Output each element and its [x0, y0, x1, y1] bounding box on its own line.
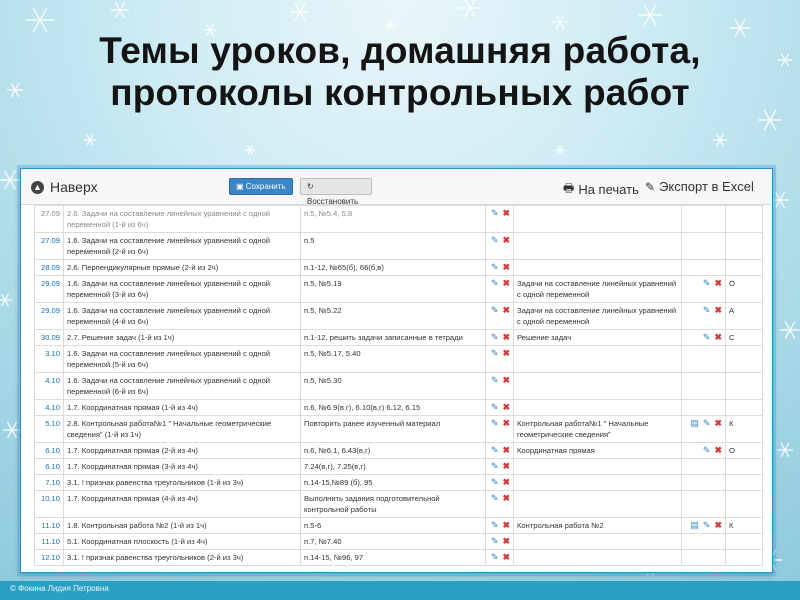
control-actions: [682, 303, 726, 330]
pencil-icon[interactable]: ✎: [702, 278, 711, 288]
table-row: [35, 459, 763, 475]
work-type-mark: [726, 459, 763, 475]
homework-actions: [486, 346, 514, 373]
table-row: [35, 475, 763, 491]
pencil-icon[interactable]: ✎: [491, 493, 499, 503]
control-protocol: [514, 491, 682, 518]
homework: п.5, №5.22: [301, 303, 486, 330]
work-type-mark: [726, 400, 763, 416]
work-type-mark: О: [726, 276, 763, 303]
pencil-icon[interactable]: ✎: [491, 461, 499, 471]
excel-label: Экспорт в Excel: [659, 179, 754, 194]
snowflake: [84, 135, 96, 145]
document-icon[interactable]: ▤: [690, 418, 699, 428]
homework: п.1-12, решить задачи записанные в тетради: [301, 330, 486, 346]
close-icon[interactable]: ✖: [502, 305, 511, 315]
control-actions: [682, 491, 726, 518]
slide-title: [0, 30, 800, 114]
table-row: [35, 400, 763, 416]
pencil-icon[interactable]: ✎: [491, 305, 499, 315]
control-protocol: [514, 373, 682, 400]
control-actions: [682, 233, 726, 260]
work-type-mark: О: [726, 443, 763, 459]
close-icon[interactable]: ✖: [502, 208, 511, 218]
pencil-icon[interactable]: ✎: [491, 235, 499, 245]
table-row: [35, 534, 763, 550]
control-actions: [682, 550, 726, 566]
lesson-date-link[interactable]: 6.10: [35, 443, 64, 459]
pencil-icon[interactable]: ✎: [702, 418, 711, 428]
pencil-icon[interactable]: ✎: [491, 262, 499, 272]
homework-actions: [486, 233, 514, 260]
snowflake: [713, 134, 727, 146]
close-icon[interactable]: ✖: [502, 520, 511, 530]
lesson-topic: 2.6. Перпендикулярные прямые (2-й из 2ч): [64, 260, 301, 276]
control-actions: [682, 206, 726, 233]
work-type-mark: [726, 260, 763, 276]
slide-title-line-1: Темы уроков, домашняя работа,: [99, 30, 701, 71]
snowflake: [111, 2, 129, 18]
work-type-mark: [726, 373, 763, 400]
pencil-icon[interactable]: ✎: [702, 445, 711, 455]
lesson-date-link[interactable]: 27.09: [35, 206, 64, 233]
homework: п.6, №6.1, 6.43(в,г): [301, 443, 486, 459]
homework: п.7, №7.40: [301, 534, 486, 550]
homework-actions: [486, 550, 514, 566]
close-icon[interactable]: ✖: [502, 375, 511, 385]
snowflake: [780, 321, 800, 338]
lesson-topic: 1.7. Координатная прямая (2-й из 4ч): [64, 443, 301, 459]
control-actions: [682, 518, 726, 534]
snowflake: [384, 20, 396, 30]
document-icon[interactable]: ▤: [690, 520, 699, 530]
lesson-date-link[interactable]: 11.10: [35, 518, 64, 534]
pencil-icon[interactable]: ✎: [702, 332, 711, 342]
close-icon[interactable]: ✖: [714, 278, 722, 288]
close-icon[interactable]: ✖: [502, 332, 511, 342]
toolbar: [21, 169, 772, 205]
homework: п.6, №6.9(в.г), 6.10(в,г) 6.12, 6.15: [301, 400, 486, 416]
control-protocol: [514, 346, 682, 373]
pencil-icon[interactable]: ✎: [491, 552, 499, 562]
snowflake: [638, 5, 662, 26]
lesson-topic: 1.6. Задачи на составление линейных уравнений с одной переменной (3-й из 6ч): [64, 276, 301, 303]
lesson-topic: 1.6. Задачи на составление линейных уравнений с одной переменной (2-й из 6ч): [64, 233, 301, 260]
control-actions: [682, 400, 726, 416]
control-actions: [682, 416, 726, 443]
homework: п.5, №5.30: [301, 373, 486, 400]
lesson-topic: 2.7. Решение задач (1-й из 1ч): [64, 330, 301, 346]
homework-actions: [486, 373, 514, 400]
table-row: [35, 346, 763, 373]
save-label: Сохранить: [245, 182, 286, 191]
snowflake: [0, 294, 12, 306]
homework: п.14-15,№89 (б), 95: [301, 475, 486, 491]
control-protocol: Задачи на составление линейных уравнений с одной переменной: [514, 276, 682, 303]
homework: Выполнить задания подготовительной контрольной работы: [301, 491, 486, 518]
pencil-icon[interactable]: ✎: [702, 305, 711, 315]
control-actions: [682, 459, 726, 475]
lesson-date-link[interactable]: 30.09: [35, 330, 64, 346]
lesson-date-link[interactable]: 29.09: [35, 276, 64, 303]
lesson-topic: 3.1. ! признак равенства треугольников (2-й из 3ч): [64, 550, 301, 566]
pencil-icon[interactable]: ✎: [491, 278, 499, 288]
slide-title-line-2: протоколы контрольных работ: [110, 72, 690, 113]
homework: п.5: [301, 233, 486, 260]
homework-actions: [486, 276, 514, 303]
homework-actions: [486, 459, 514, 475]
pencil-icon[interactable]: ✎: [491, 332, 499, 342]
work-type-mark: К: [726, 416, 763, 443]
close-icon[interactable]: ✖: [502, 493, 511, 503]
close-icon[interactable]: ✖: [502, 418, 511, 428]
control-actions: [682, 260, 726, 276]
control-actions: [682, 276, 726, 303]
pencil-icon[interactable]: ✎: [491, 402, 499, 412]
homework-actions: [486, 206, 514, 233]
control-actions: [682, 475, 726, 491]
homework: п.5, №5.4, 5.8: [301, 206, 486, 233]
homework-actions: [486, 534, 514, 550]
homework: п.5, №5.19: [301, 276, 486, 303]
restore-button[interactable]: [300, 178, 372, 206]
table-row: [35, 233, 763, 260]
table-row: [35, 276, 763, 303]
footer-strip: [0, 581, 800, 600]
control-protocol: [514, 475, 682, 491]
pencil-icon[interactable]: ✎: [491, 445, 499, 455]
table-row: [35, 416, 763, 443]
homework: п.1-12, №65(б), 66(б,в): [301, 260, 486, 276]
control-protocol: [514, 550, 682, 566]
lesson-date-link[interactable]: 28.09: [35, 260, 64, 276]
work-type-mark: [726, 233, 763, 260]
control-actions: [682, 346, 726, 373]
close-icon[interactable]: ✖: [502, 278, 511, 288]
lesson-topic: 1.6. Задачи на составление линейных уравнений с одной переменной (5-й из 6ч): [64, 346, 301, 373]
work-type-mark: С: [726, 330, 763, 346]
homework-actions: [486, 443, 514, 459]
snowflake: [552, 15, 568, 29]
snowflake: [3, 422, 21, 438]
snowflake: [459, 0, 481, 18]
close-icon[interactable]: ✖: [714, 332, 722, 342]
pencil-icon[interactable]: ✎: [491, 418, 499, 428]
control-protocol: [514, 233, 682, 260]
homework-actions: [486, 260, 514, 276]
work-type-mark: [726, 550, 763, 566]
lesson-date-link[interactable]: 27.09: [35, 233, 64, 260]
pencil-icon[interactable]: ✎: [491, 208, 499, 218]
lesson-date-link[interactable]: 5.10: [35, 416, 64, 443]
work-type-mark: [726, 475, 763, 491]
table-row: [35, 443, 763, 459]
homework-actions: [486, 330, 514, 346]
lesson-topic: 1.7. Координатная прямая (1-й из 4ч): [64, 400, 301, 416]
close-icon[interactable]: ✖: [502, 402, 511, 412]
pencil-icon[interactable]: ✎: [491, 348, 499, 358]
table-row: [35, 330, 763, 346]
lesson-date-link[interactable]: 12.10: [35, 550, 64, 566]
work-type-mark: [726, 346, 763, 373]
homework-actions: [486, 400, 514, 416]
control-protocol: Задачи на составление линейных уравнений с одной переменной: [514, 303, 682, 330]
work-type-mark: А: [726, 303, 763, 330]
up-link[interactable]: [31, 179, 98, 195]
table-row: [35, 518, 763, 534]
lesson-topic: 1.6. Задачи на составление линейных уравнений с одной переменной (4-й из 6ч): [64, 303, 301, 330]
footer-author: © Фокина Лидия Петровна: [10, 584, 109, 593]
snowflake: [26, 8, 54, 32]
close-icon[interactable]: ✖: [714, 418, 722, 428]
snowflake: [245, 146, 255, 155]
homework: п.14-15, №96, 97: [301, 550, 486, 566]
lesson-topic: 3.1. ! признак равенства треугольников (1-й из 3ч): [64, 475, 301, 491]
homework-actions: [486, 491, 514, 518]
snowflake: [0, 170, 21, 189]
snowflake: [771, 192, 789, 208]
control-protocol: [514, 206, 682, 233]
lesson-date-link[interactable]: 29.09: [35, 303, 64, 330]
control-protocol: Решение задач: [514, 330, 682, 346]
lesson-topic: 1.7. Координатная прямая (3-й из 4ч): [64, 459, 301, 475]
homework: 7.24(в,г), 7.25(в,г): [301, 459, 486, 475]
floppy-icon: ▣: [236, 182, 246, 191]
work-type-mark: [726, 206, 763, 233]
homework-actions: [486, 416, 514, 443]
print-label: На печать: [578, 182, 639, 197]
close-icon[interactable]: ✖: [714, 305, 722, 315]
close-icon[interactable]: ✖: [502, 445, 511, 455]
table-row: [35, 550, 763, 566]
pencil-icon[interactable]: ✎: [491, 536, 499, 546]
snowflake: [290, 3, 310, 20]
close-icon[interactable]: ✖: [502, 235, 511, 245]
excel-icon: ✎: [645, 179, 656, 194]
restore-label: Восстановить: [307, 197, 359, 206]
homework: Повторить ранее изученный материал: [301, 416, 486, 443]
close-icon[interactable]: ✖: [502, 552, 511, 562]
lesson-topic: 2.8. Контрольная работа№1 " Начальные геометрические сведения" (1-й из 1ч): [64, 416, 301, 443]
control-actions: [682, 534, 726, 550]
pencil-icon[interactable]: ✎: [491, 375, 499, 385]
table-row: [35, 373, 763, 400]
close-icon[interactable]: ✖: [502, 536, 511, 546]
control-actions: [682, 443, 726, 459]
lesson-topic: 2.6. Задачи на составление линейных уравнений с одной переменной (1-й из 6ч): [64, 206, 301, 233]
snowflake: [555, 146, 565, 155]
lesson-topic: 1.8. Контрольная работа №2 (1-й из 1ч): [64, 518, 301, 534]
close-icon[interactable]: ✖: [502, 348, 511, 358]
snowflake: [777, 443, 793, 457]
table-row: [35, 260, 763, 276]
lessons-table-body: [35, 206, 763, 566]
control-protocol: Контрольная работа №2: [514, 518, 682, 534]
homework-actions: [486, 518, 514, 534]
homework: п.5, №5.17, 5.40: [301, 346, 486, 373]
lesson-date-link[interactable]: 4.10: [35, 373, 64, 400]
control-protocol: [514, 260, 682, 276]
lesson-date-link[interactable]: 4.10: [35, 400, 64, 416]
lesson-date-link[interactable]: 6.10: [35, 459, 64, 475]
close-icon[interactable]: ✖: [502, 477, 511, 487]
close-icon[interactable]: ✖: [714, 445, 722, 455]
close-icon[interactable]: ✖: [714, 520, 722, 530]
lesson-topic: 5.1. Координатная плоскость (1-й из 4ч): [64, 534, 301, 550]
excel-export-link[interactable]: [645, 179, 754, 194]
lesson-date-link[interactable]: 7.10: [35, 475, 64, 491]
control-protocol: Контрольная работа№1 " Начальные геометрические сведения": [514, 416, 682, 443]
refresh-icon: ↻: [307, 182, 314, 191]
up-label: Наверх: [50, 179, 98, 195]
control-actions: [682, 373, 726, 400]
work-type-mark: [726, 491, 763, 518]
pencil-icon[interactable]: ✎: [491, 477, 499, 487]
control-protocol: [514, 534, 682, 550]
close-icon[interactable]: ✖: [502, 461, 511, 471]
lesson-date-link[interactable]: 10.10: [35, 491, 64, 518]
work-type-mark: [726, 534, 763, 550]
table-row: [35, 303, 763, 330]
work-type-mark: К: [726, 518, 763, 534]
control-actions: [682, 330, 726, 346]
lessons-table: [34, 205, 763, 566]
control-protocol: [514, 400, 682, 416]
close-icon[interactable]: ✖: [502, 262, 511, 272]
control-protocol: Координатная прямая: [514, 443, 682, 459]
printer-icon: 🖶: [563, 181, 575, 195]
table-row: [35, 491, 763, 518]
homework: п.5-6: [301, 518, 486, 534]
control-protocol: [514, 459, 682, 475]
print-link[interactable]: [563, 179, 639, 200]
table-row: [35, 206, 763, 233]
lesson-topic: 1.7. Координатная прямая (4-й из 4ч): [64, 491, 301, 518]
lesson-date-link[interactable]: 11.10: [35, 534, 64, 550]
lessons-window: [20, 168, 773, 573]
arrow-up-circle-icon: ▲: [31, 181, 44, 194]
homework-actions: [486, 303, 514, 330]
save-button[interactable]: [229, 178, 293, 195]
homework-actions: [486, 475, 514, 491]
lesson-date-link[interactable]: 3.10: [35, 346, 64, 373]
lesson-topic: 1.6. Задачи на составление линейных уравнений с одной переменной (6-й из 6ч): [64, 373, 301, 400]
pencil-icon[interactable]: ✎: [702, 520, 711, 530]
pencil-icon[interactable]: ✎: [491, 520, 499, 530]
